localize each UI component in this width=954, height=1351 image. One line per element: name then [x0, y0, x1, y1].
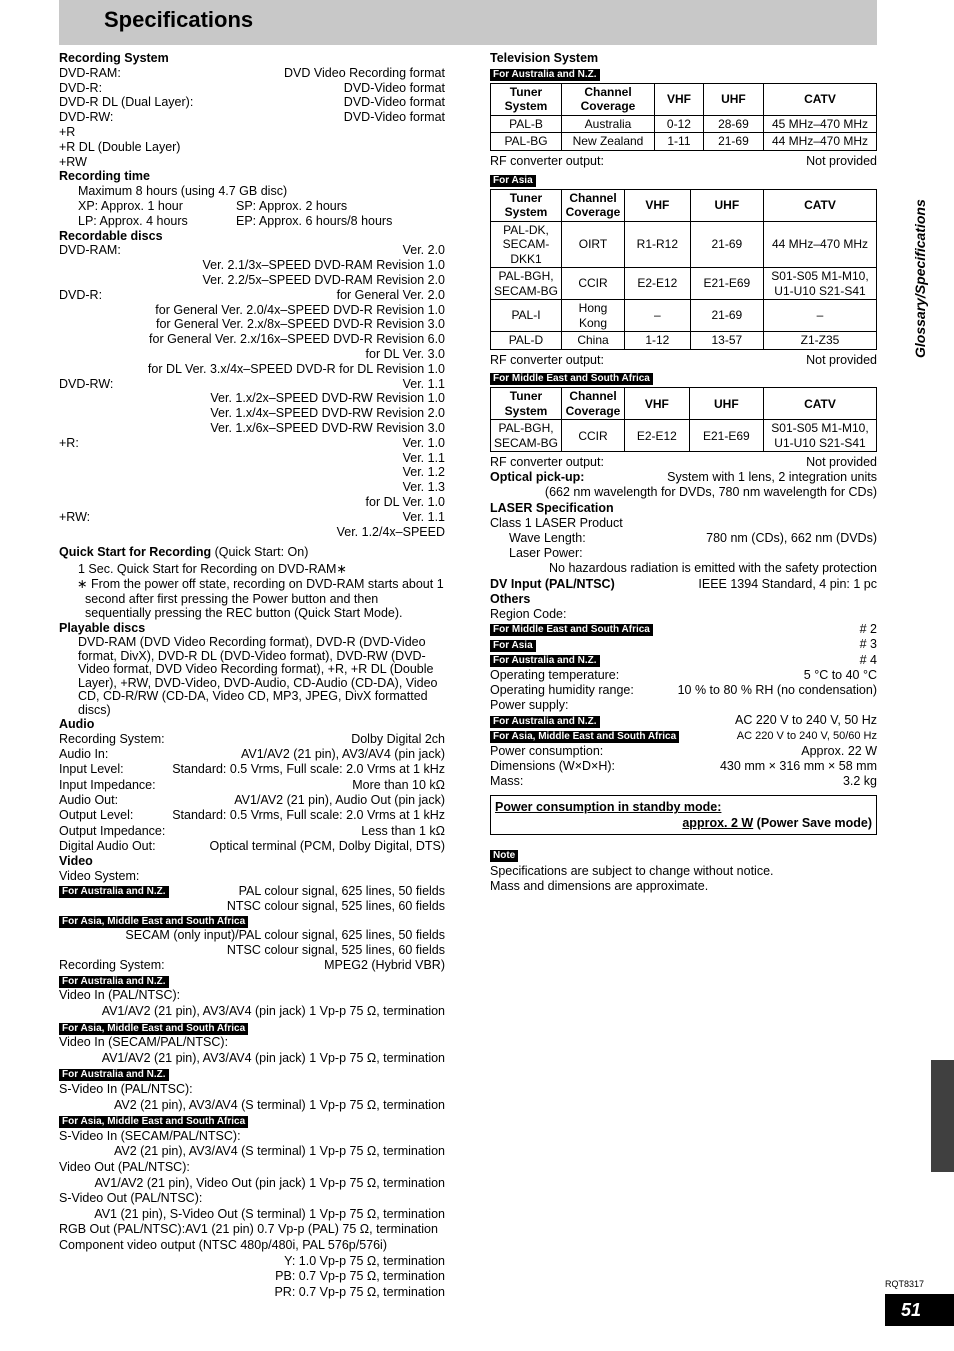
spec-key: Optical pick-up: [490, 470, 585, 485]
table-cell: – [764, 300, 877, 332]
col-channel: Channel Coverage [562, 83, 655, 115]
table-cell: PAL-BGH, SECAM-BG [491, 268, 562, 300]
spec-key: Recording System: [59, 958, 165, 973]
spec-row [59, 377, 445, 392]
spec-value: Ver. 2.1/3x–SPEED DVD-RAM Revision 1.0 [202, 258, 445, 273]
ntsc-signal: NTSC colour signal, 525 lines, 60 fields [226, 898, 445, 913]
power-supply-row [490, 713, 877, 728]
video-in-label: Video In (PAL/NTSC): [59, 988, 181, 1003]
mass-row [490, 774, 877, 789]
video-out-label: Video Out (PAL/NTSC): [59, 1159, 190, 1174]
region-tag: For Middle East and South Africa [490, 373, 653, 385]
spec-value: More than 10 kΩ [352, 777, 445, 792]
spec-key: RF converter output: [490, 352, 604, 367]
col-vhf: VHF [625, 388, 690, 420]
col-uhf: UHF [689, 388, 763, 420]
region-code-value: # 4 [859, 652, 877, 667]
quick-start-note: ∗ From the power off state, recording on DVD-RAM starts about 1 second after first pressing the Power button and then sequentially pressing the REC button (Quick Start Mode). [77, 576, 444, 621]
spec-row [59, 808, 445, 823]
col-uhf: UHF [690, 189, 763, 221]
laser-class: Class 1 LASER Product [490, 515, 623, 530]
spec-value: DVD-Video format [343, 110, 445, 125]
audio-heading: Audio [59, 717, 95, 732]
spec-row [59, 332, 445, 347]
s-video-out-label: S-Video Out (PAL/NTSC): [59, 1191, 203, 1206]
region-code-row [490, 653, 877, 668]
spec-row [59, 125, 445, 140]
table-cell: 44 MHz–470 MHz [764, 133, 877, 151]
spec-row [59, 525, 445, 540]
spec-value: Ver. 2.2/5x–SPEED DVD-RAM Revision 2.0 [202, 272, 445, 287]
table-row [491, 221, 877, 268]
recording-time-heading: Recording time [59, 169, 150, 184]
operating-temp-row [490, 668, 877, 683]
spec-row [59, 95, 445, 110]
spec-key: Output Level: [59, 808, 134, 823]
spec-value: 5 °C to 40 °C [803, 667, 877, 682]
spec-key: DVD-RAM: [59, 243, 121, 258]
region-tag: For Australia and N.Z. [59, 886, 169, 898]
s-video-in-label: S-Video In (PAL/NTSC): [59, 1081, 193, 1096]
spec-row [59, 762, 445, 777]
dimensions-row [490, 759, 877, 774]
region-tag: For Australia and N.Z. [490, 655, 600, 667]
spec-value: for General Ver. 2.x/16x–SPEED DVD-R Revision 6.0 [149, 332, 445, 347]
recordable-discs-list [59, 243, 445, 539]
spec-row [59, 747, 445, 762]
tv-table-middle-east [490, 387, 877, 452]
video-out-value: AV1/AV2 (21 pin), Video Out (pin jack) 1 Vp-p 75 Ω, termination [94, 1175, 445, 1190]
spec-value: AV1/AV2 (21 pin), AV3/AV4 (pin jack) [240, 747, 445, 762]
spec-value: 430 mm × 316 mm × 58 mm [719, 759, 877, 774]
video-in-label: Video In (SECAM/PAL/NTSC): [59, 1035, 229, 1050]
spec-key: DVD-RW: [59, 376, 114, 391]
col-vhf: VHF [625, 189, 691, 221]
col-tuner: Tuner System [491, 189, 562, 221]
table-cell: CCIR [562, 420, 625, 452]
standby-title: Power consumption in standby mode: [495, 800, 722, 815]
quick-start-title: Quick Start for Recording [59, 545, 212, 560]
recording-time-row [59, 199, 445, 214]
region-tag: For Asia, Middle East and South Africa [490, 731, 679, 743]
spec-key: +R: [59, 435, 79, 450]
region-code-label: Region Code: [490, 607, 567, 622]
standby-value: approx. 2 W [682, 816, 754, 831]
page-header-bar [59, 0, 877, 45]
table-row [491, 268, 877, 300]
spec-key: Audio Out: [59, 793, 119, 808]
left-column [59, 51, 445, 1300]
table-cell: E21-E69 [689, 420, 763, 452]
region-tag: For Asia, Middle East and South Africa [59, 916, 248, 928]
spec-value: Ver. 1.2 [402, 465, 445, 480]
right-column [490, 51, 877, 894]
secam-signal: SECAM (only input)/PAL colour signal, 625 lines, 50 fields [125, 928, 445, 943]
col-vhf: VHF [655, 83, 704, 115]
table-cell: CCIR [562, 268, 625, 300]
table-cell: S01-S05 M1-M10, U1-U10 S21-S41 [764, 268, 877, 300]
spec-value: IEEE 1394 Standard, 4 pin: 1 pc [698, 576, 877, 591]
spec-value: Less than 1 kΩ [361, 823, 445, 838]
spec-row [59, 465, 445, 480]
spec-key: +R [59, 124, 76, 139]
table-cell: PAL-BG [491, 133, 562, 151]
spec-value: for General Ver. 2.0 [336, 287, 445, 302]
quick-start-line: 1 Sec. Quick Start for Recording on DVD-RAM∗ [78, 562, 347, 577]
spec-value: AC 220 V to 240 V, 50 Hz [735, 713, 877, 728]
table-cell: PAL-BGH, SECAM-BG [491, 420, 562, 452]
spec-row [59, 66, 445, 81]
page-title: Specifications [104, 7, 254, 32]
standby-power-box [490, 795, 877, 835]
spec-value: Standard: 0.5 Vrms, Full scale: 2.0 Vrms at 1 kHz [172, 762, 445, 777]
playable-discs-text: DVD-RAM (DVD Video Recording format), DVD-R (DVD-Video format, DivX), DVD-R DL (DVD-Video format), DVD-RW (DVD-Video format, DVD Video Recording format), +R, +R DL (Double Layer), +RW, DVD-Video, DVD-Audio, CD-Audio (CD-DA), Video CD, CD-R/RW (CD-DA, Video CD, MP3, JPEG, DivX formatted discs) [78, 635, 438, 717]
table-cell: 13-57 [690, 332, 763, 350]
spec-value: Ver. 1.1 [402, 376, 445, 391]
spec-value: Ver. 1.0 [402, 435, 445, 450]
spec-value: for DL Ver. 3.x/4x–SPEED DVD-R for DL Revision 1.0 [147, 361, 445, 376]
video-in-value: AV1/AV2 (21 pin), AV3/AV4 (pin jack) 1 Vp-p 75 Ω, termination [101, 1004, 445, 1019]
spec-row [59, 288, 445, 303]
spec-value: Standard: 0.5 Vrms, Full scale: 2.0 Vrms at 1 kHz [172, 808, 445, 823]
spec-key: Dimensions (W×D×H): [490, 759, 616, 774]
spec-value: Dolby Digital 2ch [351, 731, 445, 746]
rf-converter-row [490, 455, 877, 470]
power-consumption-row [490, 744, 877, 759]
spec-row [59, 406, 445, 421]
spec-row [59, 495, 445, 510]
standby-mode: (Power Save mode) [753, 816, 872, 831]
table-cell: 1-11 [655, 133, 704, 151]
region-tag: For Australia and N.Z. [490, 716, 600, 728]
spec-value: Ver. 1.x/6x–SPEED DVD-RW Revision 3.0 [210, 420, 445, 435]
component-pr: PR: 0.7 Vp-p 75 Ω, termination [274, 1284, 445, 1299]
table-cell: PAL-I [491, 300, 562, 332]
power-supply-label: Power supply: [490, 698, 569, 713]
table-cell: New Zealand [562, 133, 655, 151]
pal-signal: PAL colour signal, 625 lines, 50 fields [238, 883, 445, 898]
spec-value: DVD Video Recording format [284, 65, 445, 80]
spec-row [59, 839, 445, 854]
spec-key: DVD-RAM: [59, 65, 121, 80]
spec-value: Ver. 1.x/4x–SPEED DVD-RW Revision 2.0 [210, 406, 445, 421]
recordable-discs-heading: Recordable discs [59, 228, 163, 243]
table-row [491, 420, 877, 452]
table-cell: 44 MHz–470 MHz [764, 221, 877, 268]
table-row [491, 300, 877, 332]
section-tab-marker [931, 1060, 954, 1172]
table-cell: PAL-D [491, 332, 562, 350]
table-cell: PAL-B [491, 115, 562, 133]
region-tag: For Asia, Middle East and South Africa [59, 1116, 248, 1128]
spec-row [59, 732, 445, 747]
table-row [491, 133, 877, 151]
region-tag: For Australia and N.Z. [59, 1069, 169, 1081]
s-video-in-value: AV2 (21 pin), AV3/AV4 (S terminal) 1 Vp-p 75 Ω, termination [113, 1097, 445, 1112]
region-tag: For Australia and N.Z. [59, 976, 169, 988]
spec-key: Audio In: [59, 747, 109, 762]
table-cell: S01-S05 M1-M10, U1-U10 S21-S41 [764, 420, 877, 452]
page-number: 51 [885, 1294, 954, 1326]
mode-ep: EP: Approx. 6 hours/8 hours [236, 213, 393, 228]
recording-time-row [59, 214, 445, 229]
rf-converter-row [490, 154, 877, 169]
spec-row [59, 317, 445, 332]
col-catv: CATV [764, 189, 877, 221]
spec-value: 3.2 kg [842, 774, 877, 789]
spec-key: DVD-R: [59, 287, 103, 302]
region-tag: For Asia [490, 640, 536, 652]
rgb-out: RGB Out (PAL/NTSC):AV1 (21 pin) 0.7 Vp-p (PAL) 75 Ω, termination [59, 1222, 438, 1237]
col-tuner: Tuner System [491, 83, 562, 115]
recording-system-list [59, 66, 445, 170]
mode-xp: XP: Approx. 1 hour [78, 198, 183, 213]
spec-row [59, 480, 445, 495]
table-cell: OIRT [562, 221, 625, 268]
region-tag: For Asia, Middle East and South Africa [59, 1023, 248, 1035]
col-channel: Channel Coverage [562, 189, 625, 221]
tv-table-asia [490, 189, 877, 350]
spec-value: AV1/AV2 (21 pin), Audio Out (pin jack) [234, 793, 445, 808]
tv-system-heading: Television System [490, 51, 599, 65]
table-cell: PAL-DK, SECAM-DKK1 [491, 221, 562, 268]
spec-key: +RW: [59, 509, 91, 524]
col-tuner: Tuner System [491, 388, 562, 420]
mode-sp: SP: Approx. 2 hours [236, 198, 348, 213]
table-cell: E2-E12 [625, 420, 690, 452]
table-cell: Z1-Z35 [764, 332, 877, 350]
spec-key: Operating temperature: [490, 667, 620, 682]
spec-key: +RW [59, 154, 87, 169]
spec-value: for General Ver. 2.0/4x–SPEED DVD-R Revision 1.0 [155, 302, 445, 317]
tv-table-australia [490, 83, 877, 151]
table-cell: Australia [562, 115, 655, 133]
spec-key: RF converter output: [490, 455, 604, 470]
spec-key: Operating humidity range: [490, 683, 634, 698]
spec-value: 10 % to 80 % RH (no condensation) [677, 683, 877, 698]
spec-row [59, 436, 445, 451]
col-channel: Channel Coverage [562, 388, 625, 420]
col-catv: CATV [764, 83, 877, 115]
playable-discs-heading: Playable discs [59, 621, 146, 636]
spec-row [59, 155, 445, 170]
spec-value: MPEG2 (Hybrid VBR) [324, 958, 445, 973]
spec-row [59, 362, 445, 377]
region-code-row [490, 637, 877, 652]
audio-list [59, 732, 445, 854]
spec-value: DVD-Video format [343, 80, 445, 95]
optical-pickup-row [490, 470, 877, 485]
spec-value: DVD-Video format [343, 95, 445, 110]
table-cell: China [562, 332, 625, 350]
spec-row [59, 421, 445, 436]
table-header-row [491, 83, 877, 115]
region-tag: For Australia and N.Z. [490, 69, 600, 81]
spec-key: DV Input (PAL/NTSC) [490, 576, 615, 591]
rf-converter-row [490, 353, 877, 368]
table-cell: 0-12 [655, 115, 704, 133]
note-line: Mass and dimensions are approximate. [490, 879, 709, 894]
region-code-row [490, 622, 877, 637]
video-recording-system [59, 958, 445, 973]
mode-lp: LP: Approx. 4 hours [78, 213, 188, 228]
spec-row [59, 243, 445, 258]
optical-pickup-sub: (662 nm wavelength for DVDs, 780 nm wavelength for CDs) [544, 485, 877, 500]
spec-value: Ver. 1.x/2x–SPEED DVD-RW Revision 1.0 [210, 391, 445, 406]
spec-key: Output Impedance: [59, 823, 166, 838]
table-cell: R1-R12 [625, 221, 691, 268]
region-tag: For Middle East and South Africa [490, 624, 653, 636]
quick-start-heading [59, 545, 445, 560]
ntsc-signal: NTSC colour signal, 525 lines, 60 fields [226, 943, 445, 958]
video-system-au [59, 884, 445, 899]
spec-value: Ver. 1.1 [402, 509, 445, 524]
s-video-in-value: AV2 (21 pin), AV3/AV4 (S terminal) 1 Vp-p 75 Ω, termination [113, 1144, 445, 1159]
spec-key: DVD-R: [59, 80, 103, 95]
recording-system-heading: Recording System [59, 51, 169, 65]
quick-start-suffix: (Quick Start: On) [211, 545, 309, 560]
spec-value: Optical terminal (PCM, Dolby Digital, DTS) [209, 838, 445, 853]
spec-key: +R DL (Double Layer) [59, 139, 181, 154]
spec-value: Ver. 2.0 [402, 243, 445, 258]
spec-key: RF converter output: [490, 153, 604, 168]
table-cell: 28-69 [703, 115, 763, 133]
video-heading: Video [59, 854, 93, 869]
laser-power-label: Laser Power: [509, 546, 583, 561]
component-pb: PB: 0.7 Vp-p 75 Ω, termination [275, 1269, 445, 1284]
spec-key: Wave Length: [509, 531, 586, 545]
video-in-value: AV1/AV2 (21 pin), AV3/AV4 (pin jack) 1 Vp-p 75 Ω, termination [101, 1050, 445, 1065]
table-cell: 21-69 [703, 133, 763, 151]
spec-key: Input Level: [59, 762, 124, 777]
spec-key: Recording System: [59, 731, 165, 746]
table-row [491, 115, 877, 133]
spec-value: Ver. 1.2/4x–SPEED [336, 524, 445, 539]
side-section-label [905, 195, 935, 375]
spec-value: Not provided [806, 352, 877, 367]
spec-row [59, 140, 445, 155]
table-header-row [491, 189, 877, 221]
spec-value: for DL Ver. 1.0 [365, 494, 445, 509]
laser-power-value: No hazardous radiation is emitted with the safety protection [549, 561, 877, 576]
power-supply-row [490, 729, 877, 744]
table-cell: – [625, 300, 691, 332]
table-row [491, 332, 877, 350]
spec-row [59, 451, 445, 466]
spec-row [59, 303, 445, 318]
spec-value: Not provided [806, 455, 877, 470]
spec-key: Power consumption: [490, 743, 604, 758]
spec-value: Not provided [806, 153, 877, 168]
spec-key: Input Impedance: [59, 777, 156, 792]
wave-length-row [490, 531, 877, 546]
region-code-value: # 3 [859, 637, 877, 652]
table-cell: E2-E12 [625, 268, 691, 300]
table-cell: 1-12 [625, 332, 691, 350]
spec-value: for DL Ver. 3.0 [365, 346, 445, 361]
spec-value: Ver. 1.3 [402, 480, 445, 495]
table-header-row [491, 388, 877, 420]
component-y: Y: 1.0 Vp-p 75 Ω, termination [284, 1253, 445, 1268]
spec-key: DVD-R DL (Dual Layer): [59, 95, 194, 110]
dv-input-row [490, 577, 877, 592]
col-catv: CATV [764, 388, 877, 420]
note-line: Specifications are subject to change without notice. [490, 864, 774, 879]
table-cell: 21-69 [690, 300, 763, 332]
component-video: Component video output (NTSC 480p/480i, PAL 576p/576i) [59, 1237, 387, 1252]
s-video-out-value: AV1 (21 pin), S-Video Out (S terminal) 1 Vp-p 75 Ω, termination [94, 1206, 445, 1221]
section-label-text: Glossary/Specifications [912, 199, 928, 358]
humidity-row [490, 683, 877, 698]
spec-key: DVD-RW: [59, 110, 114, 125]
table-cell: E21-E69 [690, 268, 763, 300]
spec-key: Mass: [490, 774, 524, 789]
recording-time-max: Maximum 8 hours (using 4.7 GB disc) [78, 184, 288, 199]
spec-value: for General Ver. 2.x/8x–SPEED DVD-R Revision 3.0 [155, 317, 445, 332]
table-cell: 21-69 [690, 221, 763, 268]
spec-key: Digital Audio Out: [59, 838, 156, 853]
spec-row [59, 778, 445, 793]
spec-value: AC 220 V to 240 V, 50/60 Hz [736, 729, 877, 742]
table-cell: 45 MHz–470 MHz [764, 115, 877, 133]
spec-row [59, 81, 445, 96]
others-heading: Others [490, 591, 531, 606]
video-system-label: Video System: [59, 869, 140, 884]
document-code: RQT8317 [885, 1279, 925, 1289]
table-cell: Hong Kong [562, 300, 625, 332]
spec-value: 780 nm (CDs), 662 nm (DVDs) [706, 531, 877, 545]
col-uhf: UHF [703, 83, 763, 115]
spec-row [59, 273, 445, 288]
spec-value: Approx. 22 W [801, 743, 877, 758]
laser-heading: LASER Specification [490, 500, 614, 515]
spec-value: System with 1 lens, 2 integration units [667, 470, 877, 485]
spec-row [59, 824, 445, 839]
spec-row [59, 258, 445, 273]
spec-value: Ver. 1.1 [402, 450, 445, 465]
region-tag: For Asia [490, 175, 536, 187]
s-video-in-label: S-Video In (SECAM/PAL/NTSC): [59, 1128, 241, 1143]
spec-row [59, 793, 445, 808]
note-tag: Note [490, 850, 518, 862]
spec-row [59, 110, 445, 125]
spec-row [59, 347, 445, 362]
spec-row [59, 510, 445, 525]
region-code-value: # 2 [859, 622, 877, 637]
spec-row [59, 391, 445, 406]
